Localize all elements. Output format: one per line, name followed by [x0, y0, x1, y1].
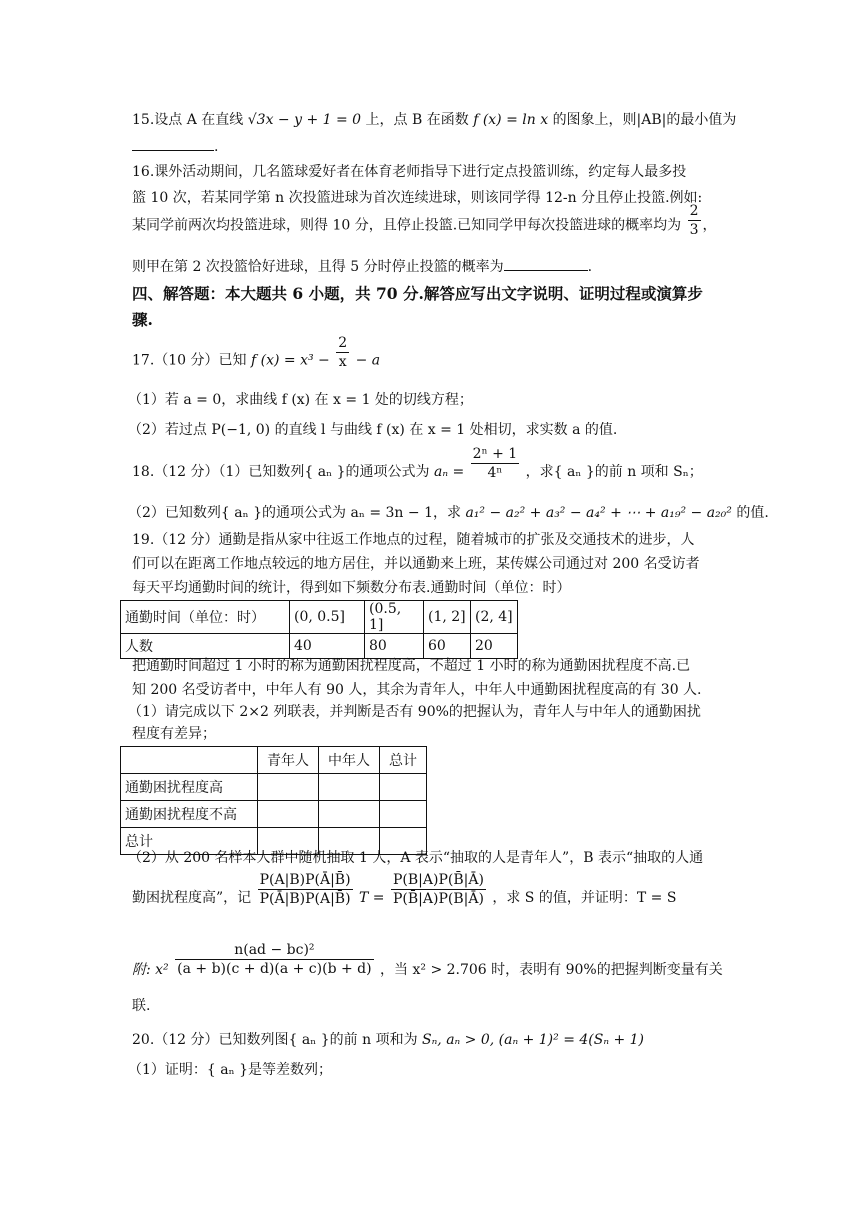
answer-cell[interactable] — [258, 774, 319, 801]
q18-label: 18.（12 分）（1）已知数列{ aₙ }的通项公式为 — [132, 464, 430, 480]
fraction-numerator: 2ⁿ + 1 — [472, 445, 518, 462]
table-row — [121, 774, 427, 801]
q19-text: 勤困扰程度高”，记 — [132, 890, 252, 906]
table-row-label: 人数 — [121, 634, 290, 659]
count-cell: 80 — [365, 634, 424, 659]
q16-line3 — [132, 203, 717, 239]
q19-line4: 把通勤时间超过 1 小时的称为通勤困扰程度高，不超过 1 小时的称为通勤困扰程度不高.已 — [132, 658, 691, 674]
q20-part1: （1）证明：{ aₙ }是等差数列； — [128, 1062, 333, 1078]
table-header-cell: 通勤时间（单位：时） — [121, 601, 290, 634]
answer-cell[interactable] — [319, 801, 380, 828]
probability-fraction — [688, 202, 701, 239]
q17-part2: （2）若过点 P(−1, 0) 的直线 l 与曲线 f (x) 在 x = 1 处相切，求实数 a 的值. — [128, 422, 618, 438]
section-heading: 四、解答题：本大题共 6 小题，共 70 分.解答应写出文字说明、证明过程或演算步 — [132, 284, 703, 303]
q19-part1: （1）请完成以下 2×2 列联表，并判断是否有 90%的把握认为，青年人与中年人的通勤困扰 — [128, 704, 701, 720]
table-row — [121, 801, 427, 828]
q17-part1: （1）若 a = 0，求曲线 f (x) 在 x = 1 处的切线方程； — [128, 392, 473, 408]
q16-comma: ， — [702, 217, 717, 234]
column-header: 中年人 — [319, 747, 380, 774]
contingency-table — [120, 746, 427, 855]
fraction-denominator: x — [338, 354, 347, 370]
q19-line1: 19.（12 分）通勤是指从家中往返工作地点的过程，随着城市的扩张及交通技术的进步，人 — [132, 532, 695, 548]
q17-header — [132, 335, 381, 371]
chi-square-fraction — [175, 941, 373, 978]
empty-cell — [121, 747, 258, 774]
s-fraction — [258, 871, 353, 908]
q19-line3: 每天平均通勤时间的统计，得到如下频数分布表.通勤时间（单位：时） — [132, 580, 571, 596]
q15-text: 15.设点 A 在直线 — [132, 112, 244, 128]
answer-blank-16[interactable] — [504, 256, 588, 271]
fraction-numerator: P(A|B)P(Ā|B̄) — [259, 871, 351, 888]
q18-part2-end: 的值. — [736, 505, 769, 521]
answer-cell[interactable] — [258, 801, 319, 828]
q18-tail: ，求{ aₙ }的前 n 项和 Sₙ； — [525, 464, 703, 480]
fraction-numerator: P(B|A)P(B̄|Ā) — [392, 871, 484, 888]
fraction-denominator: P(Ā|B)P(A|B̄) — [259, 890, 351, 907]
appendix-label: 附: x² — [132, 962, 169, 978]
q19-text-post: ，求 S 的值，并证明：T = S — [492, 890, 677, 906]
answer-blank-15[interactable] — [132, 136, 214, 151]
interval-cell: (0, 0.5] — [290, 601, 365, 634]
q18-part2-expression: a₁² − a₂² + a₃² − a₄² + ⋯ + a₁₉² − a₂₀² — [465, 505, 732, 521]
q18-part2 — [128, 503, 769, 523]
q18-part2-text: （2）已知数列{ aₙ }的通项公式为 aₙ = 3n − 1，求 — [128, 505, 461, 521]
appendix-formula — [132, 941, 723, 980]
answer-cell[interactable] — [380, 801, 427, 828]
q17-fraction — [336, 334, 349, 371]
q17-function-lhs: f (x) = x³ − — [250, 352, 330, 369]
q19-part2: （2）从 200 名样本人群中随机抽取 1 人，A 表示“抽取的人是青年人”，B 表示“抽取的人通 — [128, 850, 704, 866]
t-label: T = — [359, 890, 385, 906]
row-header: 通勤困扰程度不高 — [121, 801, 258, 828]
q17-label: 17.（10 分）已知 — [132, 352, 247, 369]
q17-function-rhs: − a — [355, 352, 381, 369]
q15-line1 — [132, 110, 736, 130]
table-row — [121, 747, 427, 774]
q18-fraction — [471, 445, 520, 482]
table-row — [121, 634, 518, 659]
fraction-numerator: 2 — [338, 335, 348, 351]
q16-line2: 篮 10 次，若某同学第 n 次投篮进球为首次连续进球，则该同学得 12-n 分且停止投篮.例如: — [132, 190, 703, 206]
q16-text-last: 则甲在第 2 次投篮恰好进球，且得 5 分时停止投篮的概率为 — [132, 259, 504, 275]
q16-text: 某同学前两次均投篮进球，则得 10 分，且停止投篮.已知同学甲每次投篮进球的概率均为 — [132, 217, 682, 234]
fraction-denominator: 3 — [689, 222, 699, 238]
q19-line5: 知 200 名受访者中，中年人有 90 人，其余为青年人，中年人中通勤困扰程度高的有 30 人. — [132, 682, 702, 698]
q15-text-mid: 上，点 B 在函数 — [365, 112, 469, 128]
q16-period: . — [587, 259, 593, 275]
q15-line2: . — [132, 136, 218, 157]
fraction-numerator: n(ad − bc)² — [175, 941, 373, 960]
q20-condition: Sₙ, aₙ > 0, (aₙ + 1)² = 4(Sₙ + 1) — [422, 1032, 645, 1048]
count-cell: 20 — [471, 634, 518, 659]
interval-cell: (2, 4] — [471, 601, 518, 634]
appendix-text: ，当 x² > 2.706 时，表明有 90%的把握判断变量有关 — [380, 962, 723, 978]
answer-cell[interactable] — [380, 774, 427, 801]
q20-label: 20.（12 分）已知数列图{ aₙ }的前 n 项和为 — [132, 1032, 418, 1048]
t-fraction — [391, 871, 486, 908]
q16-line1: 16.课外活动期间，几名篮球爱好者在体育老师指导下进行定点投篮训练，约定每人最多投 — [132, 164, 687, 180]
q15-text-post: 的图象上，则|AB|的最小值为 — [552, 112, 737, 128]
frequency-table — [120, 600, 518, 659]
section-heading-cont: 骤. — [132, 310, 153, 329]
q19-s-t-definitions — [132, 871, 677, 908]
appendix-text-end: 联. — [132, 998, 151, 1014]
count-cell: 60 — [424, 634, 471, 659]
q19-line2: 们可以在距离工作地点较远的地方居住，并以通勤来上班，某传媒公司通过对 200 名受访者 — [132, 556, 700, 572]
q20-header — [132, 1030, 644, 1050]
count-cell: 40 — [290, 634, 365, 659]
table-row — [121, 601, 518, 634]
fraction-numerator: 2 — [689, 203, 699, 219]
column-header: 总计 — [380, 747, 427, 774]
fraction-denominator: (a + b)(c + d)(a + c)(b + d) — [177, 960, 372, 977]
fraction-denominator: 4ⁿ — [487, 464, 503, 481]
row-header: 通勤困扰程度高 — [121, 774, 258, 801]
row-header: 总计 — [121, 828, 258, 855]
interval-cell: (1, 2] — [424, 601, 471, 634]
fraction-denominator: P(B̄|A)P(B|Ā) — [392, 890, 484, 907]
q15-line-equation: √3x − y + 1 = 0 — [247, 112, 362, 128]
answer-cell[interactable] — [319, 774, 380, 801]
q18-header — [132, 445, 703, 482]
column-header: 青年人 — [258, 747, 319, 774]
q18-an: aₙ = — [434, 464, 465, 480]
q16-line4 — [132, 256, 592, 277]
interval-cell: (0.5, 1] — [365, 601, 424, 634]
q19-line7: 程度有差异； — [132, 726, 216, 742]
q15-function: f (x) = ln x — [473, 112, 549, 128]
